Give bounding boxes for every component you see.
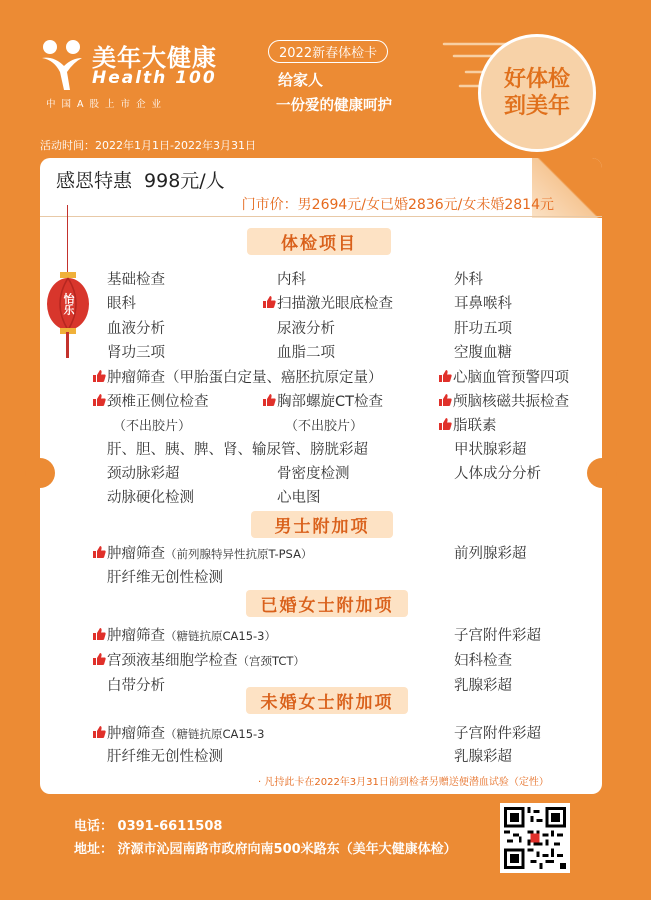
brand-tagline: 中国A股上市企业 bbox=[46, 99, 167, 110]
exam-item: 人体成分分析 bbox=[454, 466, 541, 482]
card-notch-left bbox=[25, 458, 55, 488]
qr-code bbox=[500, 803, 570, 873]
thumbs-up-icon bbox=[262, 295, 276, 309]
unmarried-item: 乳腺彩超 bbox=[454, 749, 512, 765]
gift-note: · 凡持此卡在2022年3月31日前到检者另赠送便潜血试验（定性） bbox=[258, 777, 549, 788]
married-item-highlight: 肿瘤筛查（糖链抗原CA15-3） bbox=[92, 624, 276, 645]
lantern-tassel bbox=[66, 332, 69, 358]
contact-phone: 电话： 0391-6611508 bbox=[74, 819, 223, 834]
offer-price: 998元/人 bbox=[144, 170, 225, 192]
exam-item-note: （不出胶片） bbox=[113, 419, 192, 434]
thumbs-up-icon bbox=[92, 369, 106, 383]
exam-item: 眼科 bbox=[107, 296, 136, 312]
married-item: 妇科检查 bbox=[454, 653, 512, 669]
unmarried-item: 子宫附件彩超 bbox=[454, 726, 541, 742]
section-male-extra: 男士附加项 bbox=[251, 511, 393, 538]
exam-item: 肝、胆、胰、脾、肾、输尿管、膀胱彩超 bbox=[107, 442, 368, 458]
married-tct-note: （宫颈TCT） bbox=[237, 654, 305, 668]
exam-item: 尿液分析 bbox=[277, 321, 335, 337]
exam-item: 颈动脉彩超 bbox=[107, 466, 180, 482]
offer-title-text: 感恩特惠 bbox=[56, 170, 133, 192]
promo-block bbox=[268, 40, 428, 115]
married-item-highlight: 宫颈液基细胞学检查（宫颈TCT） bbox=[92, 649, 305, 670]
slogan-badge bbox=[478, 34, 596, 152]
exam-item: 血液分析 bbox=[107, 321, 165, 337]
exam-item-highlight: 胸部螺旋CT检查 bbox=[262, 390, 383, 411]
thumbs-up-icon bbox=[92, 627, 106, 641]
exam-card bbox=[40, 158, 602, 794]
section-exam-items: 体检项目 bbox=[247, 228, 391, 255]
exam-item: 基础检查 bbox=[107, 272, 165, 288]
door-price: 门市价：男2694元/女已婚2836元/女未婚2814元 bbox=[241, 197, 554, 213]
section-unmarried-female-extra: 未婚女士附加项 bbox=[246, 687, 408, 714]
thumbs-up-icon bbox=[92, 545, 106, 559]
unmarried-item-highlight: 肿瘤筛查（糖链抗原CA15-3 bbox=[92, 722, 265, 743]
thumbs-up-icon bbox=[438, 393, 452, 407]
offer-title bbox=[56, 166, 225, 193]
married-item: 子宫附件彩超 bbox=[454, 628, 541, 644]
married-tumor-note: （糖链抗原CA15-3） bbox=[165, 629, 276, 643]
exam-item-highlight: 颈椎正侧位检查 bbox=[92, 390, 209, 411]
exam-item-highlight: 心脑血管预警四项 bbox=[438, 366, 569, 387]
exam-item: 耳鼻喉科 bbox=[454, 296, 512, 312]
contact-address: 地址： 济源市沁园南路市政府向南500米路东（美年大健康体检） bbox=[74, 842, 457, 857]
lantern-text: 怡乐 bbox=[62, 293, 75, 315]
brand-logo bbox=[40, 34, 240, 114]
male-item: 肝纤维无创性检测 bbox=[107, 570, 223, 586]
thumbs-up-icon bbox=[92, 725, 106, 739]
male-item: 前列腺彩超 bbox=[454, 546, 527, 562]
lantern-string bbox=[67, 205, 68, 273]
promo-tag: 2022新春体检卡 bbox=[268, 40, 388, 63]
exam-item: 外科 bbox=[454, 272, 483, 288]
qr-code-icon bbox=[504, 807, 566, 869]
exam-item-highlight: 扫描激光眼底检查 bbox=[262, 292, 393, 313]
exam-item-note: （不出胶片） bbox=[285, 419, 364, 434]
exam-item: 肝功五项 bbox=[454, 321, 512, 337]
exam-item: 空腹血糖 bbox=[454, 345, 512, 361]
logo-figure-icon bbox=[40, 38, 84, 92]
thumbs-up-icon bbox=[92, 393, 106, 407]
exam-item-highlight: 颅脑核磁共振检查 bbox=[438, 390, 569, 411]
unmarried-item: 肝纤维无创性检测 bbox=[107, 749, 223, 765]
promo-line1: 给家人 bbox=[278, 71, 324, 89]
brand-name-cn: 美年大健康 bbox=[92, 44, 217, 72]
brand-name-en: Health 100 bbox=[92, 68, 217, 88]
card-notch-right bbox=[587, 458, 617, 488]
married-item: 白带分析 bbox=[107, 678, 165, 694]
section-married-female-extra: 已婚女士附加项 bbox=[246, 590, 408, 617]
unmarried-tumor-note: （糖链抗原CA15-3 bbox=[165, 727, 265, 741]
male-tumor-note: （前列腺特异性抗原T-PSA） bbox=[165, 547, 313, 561]
exam-item: 心电图 bbox=[277, 490, 321, 506]
activity-time: 活动时间：2022年1月1日-2022年3月31日 bbox=[40, 139, 256, 152]
exam-item: 血脂二项 bbox=[277, 345, 335, 361]
thumbs-up-icon bbox=[438, 369, 452, 383]
slogan-line2: 到美年 bbox=[503, 94, 570, 119]
exam-item: 动脉硬化检测 bbox=[107, 490, 194, 506]
male-item-highlight: 肿瘤筛查（前列腺特异性抗原T-PSA） bbox=[92, 542, 312, 563]
exam-item-highlight: 脂联素 bbox=[438, 414, 497, 435]
thumbs-up-icon bbox=[92, 652, 106, 666]
promo-line2: 一份爱的健康呵护 bbox=[276, 98, 392, 114]
slogan-line1: 好体检 bbox=[503, 66, 570, 92]
exam-item: 甲状腺彩超 bbox=[454, 442, 527, 458]
thumbs-up-icon bbox=[262, 393, 276, 407]
exam-item: 骨密度检测 bbox=[277, 466, 350, 482]
exam-item: 内科 bbox=[277, 272, 306, 288]
title-divider bbox=[40, 216, 602, 217]
exam-item: 肾功三项 bbox=[107, 345, 165, 361]
thumbs-up-icon bbox=[438, 417, 452, 431]
exam-item-highlight: 肿瘤筛查（甲胎蛋白定量、癌胚抗原定量） bbox=[92, 366, 383, 387]
married-item: 乳腺彩超 bbox=[454, 678, 512, 694]
